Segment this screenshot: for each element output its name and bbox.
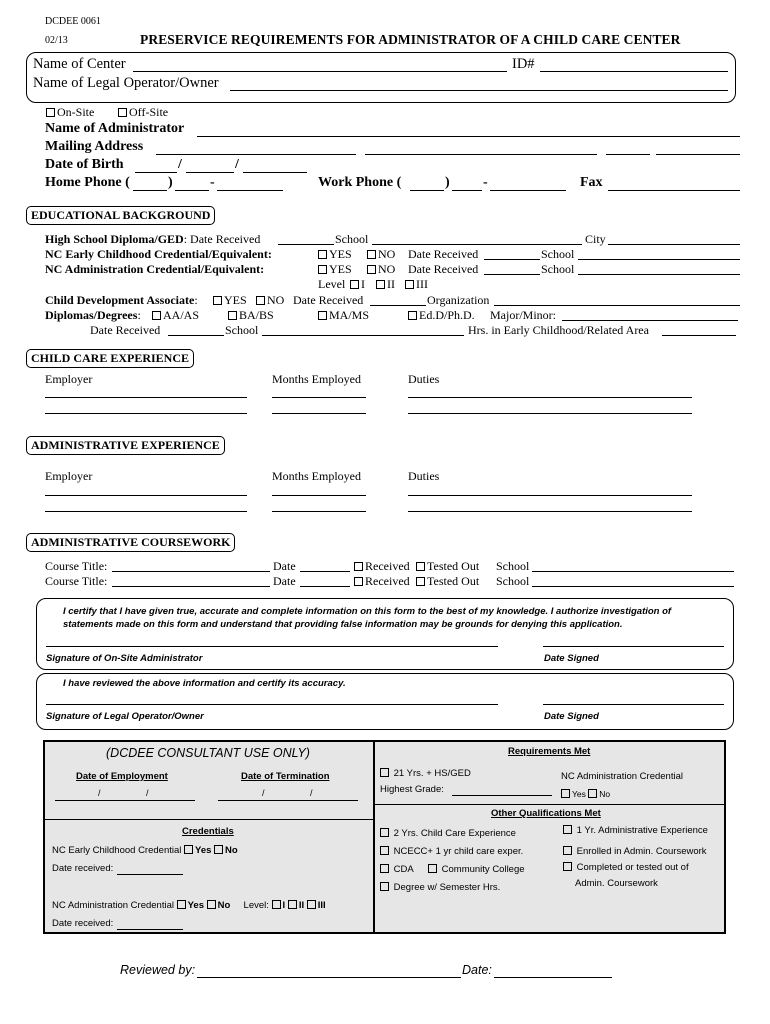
onsite-date-label: Date Signed <box>544 653 599 664</box>
work-phone-paren: ) <box>445 175 450 190</box>
ba-option[interactable]: BA/BS <box>228 308 274 323</box>
reviewed-by-label: Reviewed by: <box>120 963 196 977</box>
level-label: Level <box>318 277 346 291</box>
level-i-option[interactable]: I <box>350 277 365 292</box>
termination-date-field[interactable] <box>218 800 358 801</box>
on-site-option[interactable]: On-Site <box>46 105 94 120</box>
course-tested-option-1[interactable]: Tested Out <box>416 559 479 574</box>
ba-checkbox[interactable] <box>228 311 237 320</box>
q-ncecc-checkbox[interactable] <box>380 846 389 855</box>
education-section-label: EDUCATIONAL BACKGROUND <box>26 206 215 225</box>
course-date-field-2[interactable] <box>300 586 350 587</box>
admin-cred-school-field[interactable] <box>578 274 740 275</box>
consultant-title: (DCDEE CONSULTANT USE ONLY) <box>106 746 310 760</box>
cc-duties-field-2[interactable] <box>408 413 692 414</box>
cda-yes-option[interactable]: YES <box>213 293 247 308</box>
ecc-yes-option[interactable]: YES <box>318 247 352 262</box>
cc-months-field-1[interactable] <box>272 397 366 398</box>
footer-date-field[interactable] <box>494 977 612 978</box>
cda-no-checkbox[interactable] <box>256 296 265 305</box>
date-of-employment-label: Date of Employment <box>76 771 168 782</box>
center-id-field[interactable] <box>540 71 728 72</box>
operator-signature-field[interactable] <box>46 704 498 705</box>
q-2yrs-checkbox[interactable] <box>380 828 389 837</box>
req-21-option[interactable]: 21 Yrs. + HS/GED <box>380 768 471 779</box>
admin-cred-label: NC Administration Credential/Equivalent: <box>45 262 265 276</box>
phd-checkbox[interactable] <box>408 311 417 320</box>
home-phone-label: Home Phone ( <box>45 175 130 190</box>
work-phone-line-field[interactable] <box>490 190 566 191</box>
ecc-no-option[interactable]: NO <box>367 247 395 262</box>
cc-months-header: Months Employed <box>272 372 361 386</box>
ae-months-field-1[interactable] <box>272 495 366 496</box>
course-received-checkbox-1[interactable] <box>354 562 363 571</box>
hrs-label: Hrs. in Early Childhood/Related Area <box>468 323 649 337</box>
course-received-checkbox-2[interactable] <box>354 577 363 586</box>
off-site-checkbox[interactable] <box>118 108 127 117</box>
q-enrolled-option[interactable]: Enrolled in Admin. Coursework <box>563 846 707 857</box>
level-i-checkbox[interactable] <box>350 280 359 289</box>
address-city-field[interactable] <box>365 154 597 155</box>
q-cc-checkbox[interactable] <box>428 864 437 873</box>
c-ecc-no-checkbox[interactable] <box>214 845 223 854</box>
work-phone-area-field[interactable] <box>410 190 444 191</box>
cda-date-label: Date Received <box>293 293 364 307</box>
hs-city-label: City <box>585 232 606 246</box>
ae-employer-field-1[interactable] <box>45 495 247 496</box>
degree-school-label: School <box>225 323 259 337</box>
course-school-label-2: School <box>496 574 530 588</box>
child-care-exp-section-label: CHILD CARE EXPERIENCE <box>26 349 194 368</box>
q-cda-option[interactable]: CDA <box>380 864 414 875</box>
employment-slash-1: / <box>98 788 101 798</box>
employment-date-field[interactable] <box>55 800 195 801</box>
c-nac-row: NC Administration Credential Yes No Level: I II III <box>52 900 326 911</box>
onsite-signature-label: Signature of On-Site Administrator <box>46 653 203 664</box>
admin-name-label: Name of Administrator <box>45 121 185 136</box>
q-1yr-option[interactable]: 1 Yr. Administrative Experience <box>563 825 708 836</box>
ae-duties-header: Duties <box>408 469 440 483</box>
home-phone-prefix-field[interactable] <box>175 190 209 191</box>
ecc-date-label: Date Received <box>408 247 479 261</box>
operator-signature-label: Signature of Legal Operator/Owner <box>46 711 204 722</box>
dob-day-field[interactable] <box>186 172 234 173</box>
req-nac-no-checkbox[interactable] <box>588 789 597 798</box>
c-ecc-date-label: Date received: <box>52 863 114 874</box>
admin-cred-no-checkbox[interactable] <box>367 265 376 274</box>
q-degree-checkbox[interactable] <box>380 882 389 891</box>
diplomas-label: Diplomas/Degrees: <box>45 308 141 322</box>
q-completed-option[interactable]: Completed or tested out of <box>563 862 689 873</box>
req-nac-yes-checkbox[interactable] <box>561 789 570 798</box>
other-quals-label: Other Qualifications Met <box>491 808 601 819</box>
q-2yrs-option[interactable]: 2 Yrs. Child Care Experience <box>380 828 516 839</box>
dob-sep-2: / <box>235 157 239 172</box>
q-completed-checkbox[interactable] <box>563 862 572 871</box>
ecc-school-field[interactable] <box>578 259 740 260</box>
major-field[interactable] <box>562 320 738 321</box>
credentials-label: Credentials <box>182 826 234 837</box>
cc-employer-header: Employer <box>45 372 93 386</box>
ae-duties-field-1[interactable] <box>408 495 692 496</box>
onsite-signature-field[interactable] <box>46 646 498 647</box>
degree-date-field[interactable] <box>168 335 224 336</box>
req-nac-label: NC Administration Credential <box>561 771 683 782</box>
admin-name-field[interactable] <box>197 136 740 137</box>
fax-field[interactable] <box>608 190 740 191</box>
course-title-field-2[interactable] <box>112 586 270 587</box>
consultant-divider <box>373 741 375 933</box>
footer-date-label: Date: <box>462 963 492 977</box>
admin-cred-no-option[interactable]: NO <box>367 262 395 277</box>
cc-duties-header: Duties <box>408 372 440 386</box>
address-street-field[interactable] <box>156 154 356 155</box>
c-ecc-date-field[interactable] <box>117 874 183 875</box>
operator-date-field[interactable] <box>543 704 724 705</box>
dob-sep-1: / <box>178 157 182 172</box>
degree-school-field[interactable] <box>262 335 464 336</box>
off-site-option[interactable]: Off-Site <box>118 105 168 120</box>
address-state-field[interactable] <box>606 154 650 155</box>
ae-months-field-2[interactable] <box>272 511 366 512</box>
cda-no-option[interactable]: NO <box>256 293 284 308</box>
c-nac-date-field[interactable] <box>117 929 183 930</box>
work-phone-prefix-field[interactable] <box>452 190 482 191</box>
dob-label: Date of Birth <box>45 157 124 172</box>
ae-employer-header: Employer <box>45 469 93 483</box>
cda-yes-checkbox[interactable] <box>213 296 222 305</box>
ecc-school-label: School <box>541 247 575 261</box>
course-tested-checkbox-1[interactable] <box>416 562 425 571</box>
course-school-field-1[interactable] <box>532 571 734 572</box>
course-tested-option-2[interactable]: Tested Out <box>416 574 479 589</box>
consultant-right-rule <box>375 804 724 805</box>
hs-city-field[interactable] <box>608 244 740 245</box>
course-title-label-2: Course Title: <box>45 574 108 588</box>
ma-checkbox[interactable] <box>318 311 327 320</box>
onsite-date-field[interactable] <box>543 646 724 647</box>
degree-date-label: Date Received <box>90 323 161 337</box>
cda-org-field[interactable] <box>494 305 740 306</box>
c-ecc-row: NC Early Childhood Credential Yes No <box>52 845 238 856</box>
address-zip-field[interactable] <box>656 154 740 155</box>
hs-row: High School Diploma/GED: Date Received <box>45 232 261 246</box>
termination-slash-2: / <box>310 788 313 798</box>
admin-cred-school-label: School <box>541 262 575 276</box>
certify-text-1: I certify that I have given true, accurate and complete information on this form to the best of my knowledge. I authorize investigation of <box>63 606 672 617</box>
admin-cred-yes-option[interactable]: YES <box>318 262 352 277</box>
employment-slash-2: / <box>146 788 149 798</box>
admin-cred-date-field[interactable] <box>484 274 540 275</box>
phd-option[interactable]: Ed.D/Ph.D. <box>408 308 475 323</box>
ae-duties-field-2[interactable] <box>408 511 692 512</box>
cda-org-label: Organization <box>427 293 490 307</box>
operator-label: Name of Legal Operator/Owner <box>33 75 219 91</box>
level-iii-option[interactable]: III <box>405 277 428 292</box>
ecc-yes-checkbox[interactable] <box>318 250 327 259</box>
course-received-option-2[interactable]: Received <box>354 574 410 589</box>
course-tested-checkbox-2[interactable] <box>416 577 425 586</box>
home-phone-area-field[interactable] <box>133 190 167 191</box>
coursework-section-label: ADMINISTRATIVE COURSEWORK <box>26 533 235 552</box>
operator-date-label: Date Signed <box>544 711 599 722</box>
hs-school-field[interactable] <box>372 244 582 245</box>
course-school-field-2[interactable] <box>532 586 734 587</box>
home-phone-dash: - <box>210 175 215 190</box>
ecc-label: NC Early Childhood Credential/Equivalent: <box>45 247 272 261</box>
c-level-iii-checkbox[interactable] <box>307 900 316 909</box>
q-ncecc-option[interactable]: NCECC+ 1 yr child care exper. <box>380 846 523 857</box>
c-level-ii-checkbox[interactable] <box>288 900 297 909</box>
cda-date-field[interactable] <box>370 305 426 306</box>
course-date-field-1[interactable] <box>300 571 350 572</box>
course-title-label-1: Course Title: <box>45 559 108 573</box>
q-enrolled-checkbox[interactable] <box>563 846 572 855</box>
dob-month-field[interactable] <box>135 172 177 173</box>
work-phone-label: Work Phone ( <box>318 175 402 190</box>
mailing-address-label: Mailing Address <box>45 139 144 154</box>
course-date-label-1: Date <box>273 559 296 573</box>
fax-label: Fax <box>580 175 603 190</box>
hs-date-field[interactable] <box>278 244 334 245</box>
form-title: PRESERVICE REQUIREMENTS FOR ADMINISTRATOR OF A CHILD CARE CENTER <box>140 32 681 47</box>
home-phone-paren: ) <box>168 175 173 190</box>
q-degree-option[interactable]: Degree w/ Semester Hrs. <box>380 882 500 893</box>
ae-months-header: Months Employed <box>272 469 361 483</box>
dob-year-field[interactable] <box>243 172 307 173</box>
aa-option[interactable]: AA/AS <box>152 308 199 323</box>
certify-text-2: statements made on this form and understand that providing false information may be grounds for denying this application. <box>63 619 623 630</box>
home-phone-line-field[interactable] <box>217 190 283 191</box>
course-title-field-1[interactable] <box>112 571 270 572</box>
q-completed-line-2: Admin. Coursework <box>575 878 658 889</box>
admin-cred-yes-checkbox[interactable] <box>318 265 327 274</box>
admin-cred-date-label: Date Received <box>408 262 479 276</box>
q-cda-checkbox[interactable] <box>380 864 389 873</box>
center-name-field[interactable] <box>133 71 507 72</box>
c-ecc-yes-checkbox[interactable] <box>184 845 193 854</box>
c-nac-no-checkbox[interactable] <box>207 900 216 909</box>
revision-date: 02/13 <box>45 35 68 46</box>
review-text: I have reviewed the above information and certify its accuracy. <box>63 678 346 689</box>
center-id-label: ID# <box>512 56 535 72</box>
req-nac-options: Yes No <box>561 789 610 799</box>
q-cc-option[interactable]: Community College <box>428 864 525 875</box>
center-name-label: Name of Center <box>33 56 126 72</box>
work-phone-dash: - <box>483 175 488 190</box>
termination-slash-1: / <box>262 788 265 798</box>
reviewed-by-field[interactable] <box>197 977 461 978</box>
requirements-met-label: Requirements Met <box>508 746 591 757</box>
major-label: Major/Minor: <box>490 308 556 322</box>
c-level-i-checkbox[interactable] <box>272 900 281 909</box>
course-school-label-1: School <box>496 559 530 573</box>
hs-school-label: School <box>335 232 369 246</box>
operator-field[interactable] <box>230 90 728 91</box>
q-1yr-checkbox[interactable] <box>563 825 572 834</box>
course-date-label-2: Date <box>273 574 296 588</box>
req-21-checkbox[interactable] <box>380 768 389 777</box>
ecc-no-checkbox[interactable] <box>367 250 376 259</box>
aa-checkbox[interactable] <box>152 311 161 320</box>
ma-option[interactable]: MA/MS <box>318 308 369 323</box>
cc-months-field-2[interactable] <box>272 413 366 414</box>
level-ii-checkbox[interactable] <box>376 280 385 289</box>
form-id: DCDEE 0061 <box>45 16 101 27</box>
c-nac-date-label: Date received: <box>52 918 114 929</box>
hrs-field[interactable] <box>662 335 736 336</box>
ae-employer-field-2[interactable] <box>45 511 247 512</box>
consultant-left-rule <box>45 819 373 820</box>
cda-label: Child Development Associate: <box>45 293 198 307</box>
cc-employer-field-1[interactable] <box>45 397 247 398</box>
cc-employer-field-2[interactable] <box>45 413 247 414</box>
level-ii-option[interactable]: II <box>376 277 395 292</box>
cc-duties-field-1[interactable] <box>408 397 692 398</box>
level-iii-checkbox[interactable] <box>405 280 414 289</box>
course-received-option-1[interactable]: Received <box>354 559 410 574</box>
highest-grade-label: Highest Grade: <box>380 784 444 795</box>
c-nac-yes-checkbox[interactable] <box>177 900 186 909</box>
highest-grade-field[interactable] <box>452 795 552 796</box>
date-of-termination-label: Date of Termination <box>241 771 330 782</box>
ecc-date-field[interactable] <box>484 259 540 260</box>
admin-exp-section-label: ADMINISTRATIVE EXPERIENCE <box>26 436 225 455</box>
on-site-checkbox[interactable] <box>46 108 55 117</box>
